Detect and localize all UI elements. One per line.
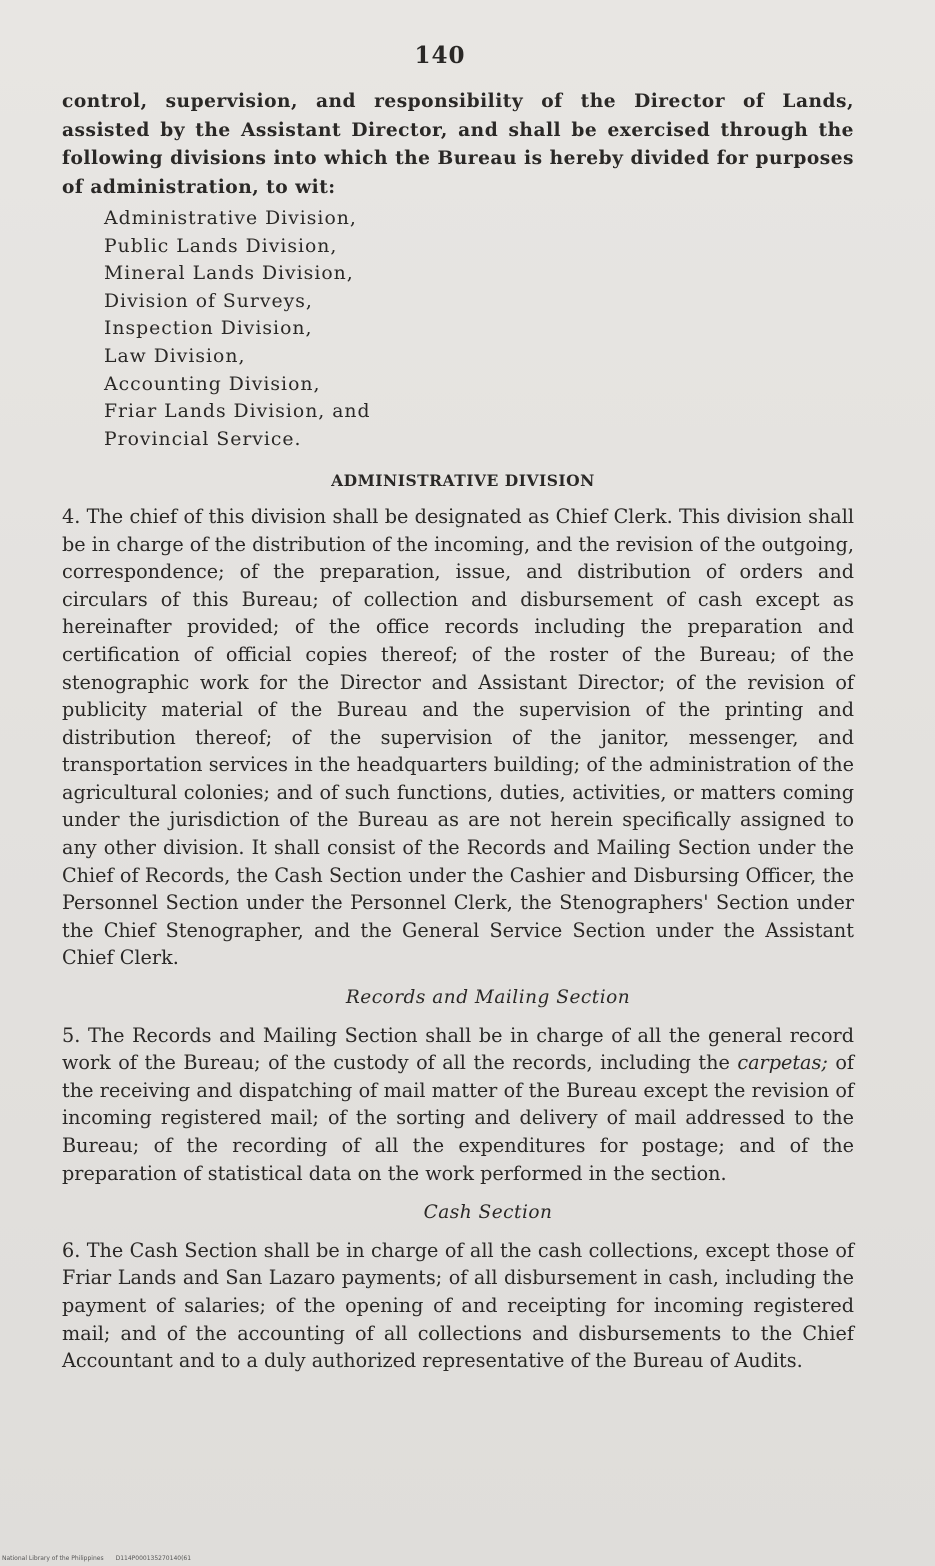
list-item: Law Division, — [104, 345, 246, 367]
paragraph-5-italic-term: carpetas; — [737, 1051, 828, 1075]
list-item: Friar Lands Division, and — [104, 401, 371, 423]
page-content — [62, 88, 854, 1375]
subsection-heading-records-and-mailing: Records and Mailing Section — [345, 987, 631, 1009]
subsection-heading-cash-section: Cash Section — [423, 1202, 553, 1224]
list-item: Accounting Division, — [104, 373, 321, 395]
divisions-list — [104, 205, 854, 453]
list-item: Division of Surveys, — [104, 290, 313, 312]
paragraph-5 — [62, 1022, 854, 1188]
list-item: Provincial Service. — [104, 428, 302, 450]
scan-footer — [2, 1555, 191, 1562]
list-item: Public Lands Division, — [104, 235, 338, 257]
paragraph-5-text-start: 5. The Records and Mailing Section shall be in charge of all the general record work of the Bureau; of the custody of all the records, including the — [62, 1023, 854, 1075]
intro-paragraph: control, supervision, and responsibility of the Director of Lands, assisted by the Assistant Director, and shall be exercised through the following divisions into which the Bureau is hereby divided for purposes of administration, to wit: — [62, 91, 854, 198]
list-item: Mineral Lands Division, — [104, 263, 354, 285]
footer-id: D114P000135270140(61 — [115, 1555, 192, 1562]
list-item: Inspection Division, — [104, 318, 313, 340]
paragraph-6: 6. The Cash Section shall be in charge of all the cash collections, except those of Friar Lands and San Lazaro payments; of all disbursement in cash, including the payment of salaries; of the opening of and receipting for incoming registered mail; and of the accounting of all collections and disbursements to the Chief Accountant and to a duly authorized representative of the Bureau of Audits. — [62, 1238, 854, 1373]
paragraph-4: 4. The chief of this division shall be designated as Chief Clerk. This division shall be in charge of the distribution of the incoming, and the revision of the outgoing, correspondence; of the preparation, issue, and distribution of orders and circulars of this Bureau; of collection and disbursement of cash except as hereinafter provided; of the office records including the preparation and certification of official copies thereof; of the roster of the Bureau; of the stenographic work for the Director and Assistant Director; of the revision of publicity material of the Bureau and the supervision of the printing and distribution thereof; of the supervision of the janitor, messenger, and transportation services in the headquarters building; of the administration of the agricultural colonies; and of such functions, duties, activities, or matters coming under the jurisdiction of the Bureau as are not herein specifically assigned to any other division. It shall consist of the Records and Mailing Section under the Chief of Records, the Cash Section under the Cashier and Disbursing Officer, the Personnel Section under the Personnel Clerk, the Stenographers' Section under the Chief Stenographer, and the General Service Section under the Assistant Chief Clerk. — [62, 504, 854, 970]
footer-source: National Library of the Philippines — [2, 1555, 104, 1562]
list-item: Administrative Division, — [104, 208, 357, 229]
section-heading-administrative-division: ADMINISTRATIVE DIVISION — [331, 471, 595, 491]
page-number: 140 — [414, 42, 466, 69]
paragraph-5-text-end: of the receiving and dispatching of mail matter of the Bureau except the revision of incoming registered mail; of the sorting and delivery of mail addressed to the Bureau; of the recording of all the expenditures for postage; and of the preparation of statistical data on the work performed in the section. — [62, 1051, 854, 1185]
